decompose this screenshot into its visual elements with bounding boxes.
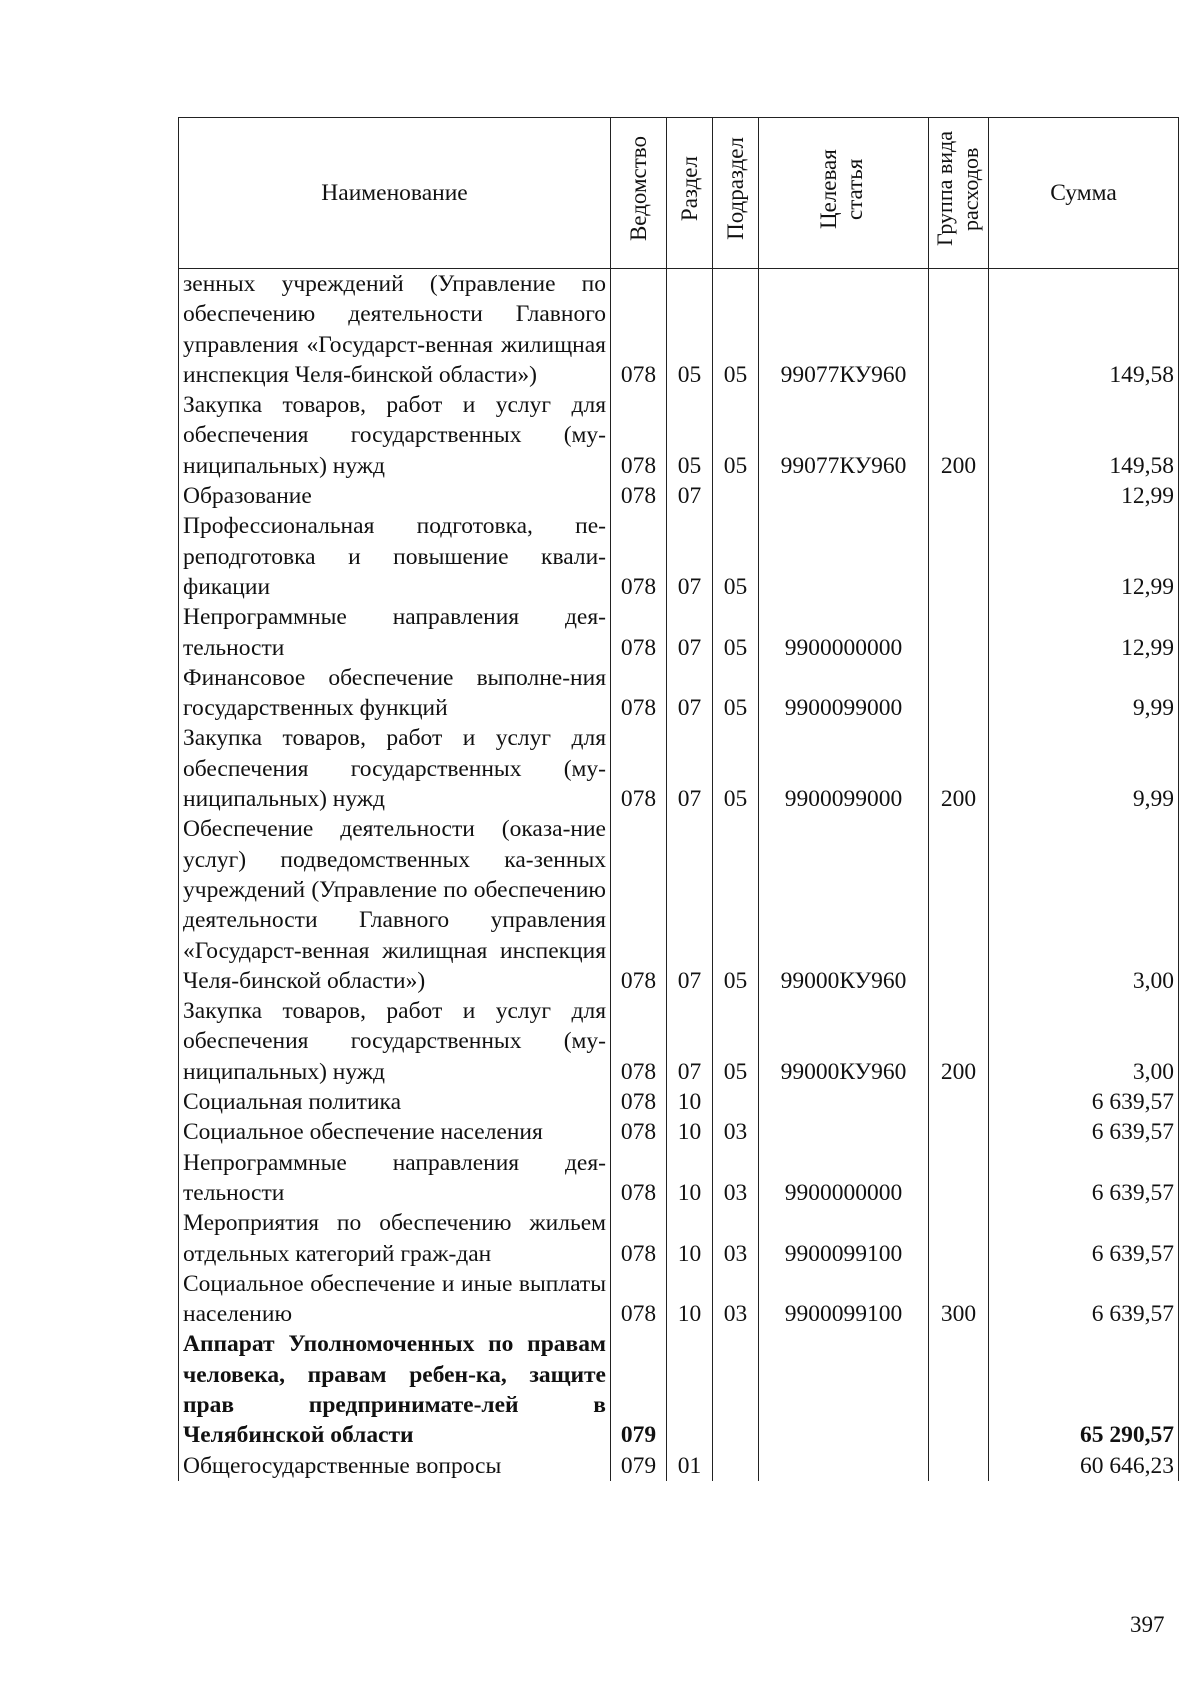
cell-target: 9900099100 bbox=[759, 1269, 929, 1330]
cell-sum: 12,99 bbox=[989, 511, 1179, 602]
cell-section: 10 bbox=[667, 1208, 713, 1269]
cell-dept: 078 bbox=[611, 481, 667, 511]
cell-target: 9900000000 bbox=[759, 1148, 929, 1209]
cell-section: 07 bbox=[667, 814, 713, 996]
cell-expense-group bbox=[929, 511, 989, 602]
cell-section: 07 bbox=[667, 663, 713, 724]
cell-subsection: 05 bbox=[713, 602, 759, 663]
cell-dept: 078 bbox=[611, 269, 667, 391]
cell-name: Финансовое обеспечение выполне-ния государственных функций bbox=[179, 663, 611, 724]
cell-section: 07 bbox=[667, 602, 713, 663]
header-target-label: Целевая статья bbox=[815, 148, 867, 229]
header-dept-label: Ведомство bbox=[625, 136, 651, 242]
table-row bbox=[179, 511, 1179, 602]
header-section-label: Раздел bbox=[676, 156, 702, 222]
cell-expense-group: 200 bbox=[929, 723, 989, 814]
page-number: 397 bbox=[1130, 1612, 1165, 1637]
cell-target: 9900099000 bbox=[759, 723, 929, 814]
cell-name: Социальная политика bbox=[179, 1087, 611, 1117]
table-row bbox=[179, 1269, 1179, 1330]
cell-subsection: 05 bbox=[713, 511, 759, 602]
cell-subsection bbox=[713, 1451, 759, 1481]
cell-target: 9900000000 bbox=[759, 602, 929, 663]
cell-dept: 078 bbox=[611, 390, 667, 481]
cell-target: 99000КУ960 bbox=[759, 996, 929, 1087]
cell-name: Образование bbox=[179, 481, 611, 511]
cell-section bbox=[667, 1329, 713, 1450]
budget-table bbox=[178, 117, 1179, 1481]
header-subsection-label: Подраздел bbox=[722, 137, 748, 241]
cell-expense-group bbox=[929, 602, 989, 663]
cell-subsection: 05 bbox=[713, 269, 759, 391]
cell-sum: 6 639,57 bbox=[989, 1148, 1179, 1209]
cell-subsection: 03 bbox=[713, 1269, 759, 1330]
cell-sum: 149,58 bbox=[989, 269, 1179, 391]
cell-sum: 9,99 bbox=[989, 663, 1179, 724]
table-row bbox=[179, 1451, 1179, 1481]
header-section bbox=[667, 118, 713, 269]
cell-expense-group bbox=[929, 1329, 989, 1450]
header-name bbox=[179, 118, 611, 269]
table-row bbox=[179, 1208, 1179, 1269]
cell-dept: 078 bbox=[611, 1269, 667, 1330]
cell-dept: 079 bbox=[611, 1451, 667, 1481]
table-header bbox=[179, 118, 1179, 269]
cell-section: 07 bbox=[667, 723, 713, 814]
header-dept bbox=[611, 118, 667, 269]
cell-sum: 9,99 bbox=[989, 723, 1179, 814]
cell-dept: 079 bbox=[611, 1329, 667, 1450]
cell-sum: 65 290,57 bbox=[989, 1329, 1179, 1450]
cell-sum: 3,00 bbox=[989, 814, 1179, 996]
cell-name: Профессиональная подготовка, пе-реподготовка и повышение квали-фикации bbox=[179, 511, 611, 602]
cell-name: Общегосударственные вопросы bbox=[179, 1451, 611, 1481]
header-sum-label: Сумма bbox=[1050, 179, 1117, 206]
cell-section: 05 bbox=[667, 269, 713, 391]
cell-target: 9900099000 bbox=[759, 663, 929, 724]
cell-subsection: 03 bbox=[713, 1117, 759, 1147]
table-row bbox=[179, 996, 1179, 1087]
header-expense-group-label: Группа вида расходов bbox=[931, 131, 983, 247]
table-row bbox=[179, 1117, 1179, 1147]
cell-section: 10 bbox=[667, 1117, 713, 1147]
cell-target bbox=[759, 1117, 929, 1147]
cell-expense-group bbox=[929, 1208, 989, 1269]
cell-dept: 078 bbox=[611, 1208, 667, 1269]
cell-name: Мероприятия по обеспечению жильем отдельных категорий граж-дан bbox=[179, 1208, 611, 1269]
cell-name: Закупка товаров, работ и услуг для обеспечения государственных (му-ниципальных) нужд bbox=[179, 390, 611, 481]
cell-section: 10 bbox=[667, 1148, 713, 1209]
cell-name: Закупка товаров, работ и услуг для обеспечения государственных (му-ниципальных) нужд bbox=[179, 723, 611, 814]
cell-subsection: 03 bbox=[713, 1148, 759, 1209]
cell-dept: 078 bbox=[611, 511, 667, 602]
cell-subsection: 05 bbox=[713, 996, 759, 1087]
header-subsection bbox=[713, 118, 759, 269]
table-row bbox=[179, 481, 1179, 511]
cell-subsection bbox=[713, 1329, 759, 1450]
table-row bbox=[179, 1087, 1179, 1117]
cell-expense-group bbox=[929, 1451, 989, 1481]
cell-subsection: 05 bbox=[713, 390, 759, 481]
cell-target bbox=[759, 511, 929, 602]
cell-sum: 6 639,57 bbox=[989, 1087, 1179, 1117]
cell-name: Непрограммные направления дея-тельности bbox=[179, 1148, 611, 1209]
cell-sum: 60 646,23 bbox=[989, 1451, 1179, 1481]
cell-subsection bbox=[713, 1087, 759, 1117]
cell-target bbox=[759, 1087, 929, 1117]
table-row bbox=[179, 269, 1179, 391]
cell-expense-group bbox=[929, 1148, 989, 1209]
table-row bbox=[179, 1329, 1179, 1450]
cell-section: 10 bbox=[667, 1269, 713, 1330]
table-row bbox=[179, 390, 1179, 481]
cell-name: Обеспечение деятельности (оказа-ние услуг) подведомственных ка-зенных учреждений (Управление по обеспечению деятельности Главного управления «Государст-венная жилищная инспекция Челя-бинской области») bbox=[179, 814, 611, 996]
cell-sum: 12,99 bbox=[989, 602, 1179, 663]
cell-subsection bbox=[713, 481, 759, 511]
cell-sum: 6 639,57 bbox=[989, 1269, 1179, 1330]
cell-expense-group bbox=[929, 1087, 989, 1117]
header-sum bbox=[989, 118, 1179, 269]
cell-section: 05 bbox=[667, 390, 713, 481]
cell-dept: 078 bbox=[611, 1148, 667, 1209]
table-row bbox=[179, 723, 1179, 814]
cell-expense-group: 200 bbox=[929, 996, 989, 1087]
cell-sum: 6 639,57 bbox=[989, 1208, 1179, 1269]
budget-table-page bbox=[178, 117, 1178, 1481]
cell-expense-group bbox=[929, 814, 989, 996]
table-row bbox=[179, 814, 1179, 996]
cell-expense-group bbox=[929, 663, 989, 724]
cell-sum: 6 639,57 bbox=[989, 1117, 1179, 1147]
cell-name: зенных учреждений (Управление по обеспечению деятельности Главного управления «Государст-венная жилищная инспекция Челя-бинской области») bbox=[179, 269, 611, 391]
cell-target: 99000КУ960 bbox=[759, 814, 929, 996]
cell-dept: 078 bbox=[611, 1117, 667, 1147]
cell-dept: 078 bbox=[611, 663, 667, 724]
cell-dept: 078 bbox=[611, 1087, 667, 1117]
cell-expense-group: 200 bbox=[929, 390, 989, 481]
cell-target: 9900099100 bbox=[759, 1208, 929, 1269]
cell-dept: 078 bbox=[611, 723, 667, 814]
cell-name: Закупка товаров, работ и услуг для обеспечения государственных (му-ниципальных) нужд bbox=[179, 996, 611, 1087]
cell-sum: 3,00 bbox=[989, 996, 1179, 1087]
cell-section: 07 bbox=[667, 511, 713, 602]
cell-name: Аппарат Уполномоченных по правам человека, правам ребен-ка, защите прав предпринимате-лей в Челябинской области bbox=[179, 1329, 611, 1450]
cell-target bbox=[759, 1329, 929, 1450]
header-expense-group bbox=[929, 118, 989, 269]
table-row bbox=[179, 663, 1179, 724]
header-target bbox=[759, 118, 929, 269]
cell-name: Социальное обеспечение и иные выплаты населению bbox=[179, 1269, 611, 1330]
table-row bbox=[179, 1148, 1179, 1209]
cell-dept: 078 bbox=[611, 814, 667, 996]
cell-expense-group bbox=[929, 1117, 989, 1147]
cell-section: 07 bbox=[667, 481, 713, 511]
cell-expense-group bbox=[929, 481, 989, 511]
cell-name: Непрограммные направления дея-тельности bbox=[179, 602, 611, 663]
header-name-label: Наименование bbox=[321, 179, 468, 206]
cell-target: 99077КУ960 bbox=[759, 390, 929, 481]
cell-target bbox=[759, 1451, 929, 1481]
cell-subsection: 03 bbox=[713, 1208, 759, 1269]
cell-sum: 12,99 bbox=[989, 481, 1179, 511]
cell-subsection: 05 bbox=[713, 814, 759, 996]
cell-sum: 149,58 bbox=[989, 390, 1179, 481]
cell-target bbox=[759, 481, 929, 511]
table-body bbox=[179, 269, 1179, 1481]
cell-target: 99077КУ960 bbox=[759, 269, 929, 391]
cell-dept: 078 bbox=[611, 602, 667, 663]
cell-name: Социальное обеспечение населения bbox=[179, 1117, 611, 1147]
cell-subsection: 05 bbox=[713, 663, 759, 724]
cell-dept: 078 bbox=[611, 996, 667, 1087]
cell-section: 01 bbox=[667, 1451, 713, 1481]
cell-expense-group: 300 bbox=[929, 1269, 989, 1330]
cell-section: 07 bbox=[667, 996, 713, 1087]
table-row bbox=[179, 602, 1179, 663]
cell-section: 10 bbox=[667, 1087, 713, 1117]
cell-expense-group bbox=[929, 269, 989, 391]
cell-subsection: 05 bbox=[713, 723, 759, 814]
